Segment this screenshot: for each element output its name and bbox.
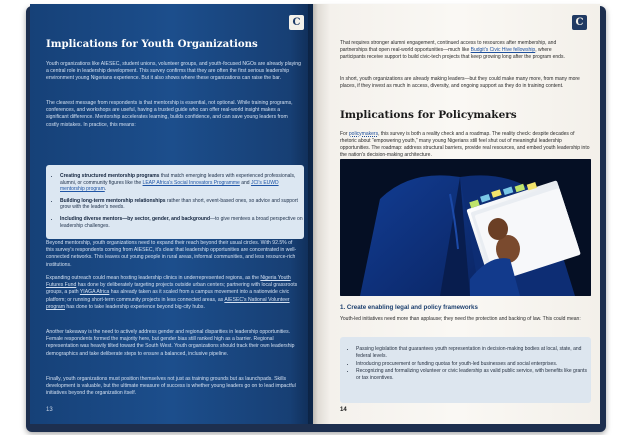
left-mentorship-paragraph: The clearest message from respondents is that mentorship is essential, not optional. While training programs, conferences, and workshops are useful, having a trusted guide who can offer real-world insight makes a significant difference. Mentorship accelerates learning, builds confidence, and can save young leaders from costly mistakes. In practice, this means: [46, 100, 293, 128]
policy-list-item: • Introducing procurement or funding quotas for youth-led businesses and social enterprises. [356, 361, 591, 368]
left-expansion-paragraph: Expanding outreach could mean hosting leadership clinics in underrepresented regions, as the Nigeria Youth Futures Fund has done by deliberately targeting projects outside urban centers; partnering with local grassroots groups, a path YIAGA Africa has already taken as it scaled from a campus movement into a nationwide civic platform; or running short-term community projects in less connected areas, as AIESEC's National Volunteer program has done to take leadership experience beyond big-city hubs. [46, 275, 298, 310]
leap-africa-link[interactable]: LEAP Africa's Social Innovators Programme [142, 179, 240, 186]
left-final-paragraph: Finally, youth organizations must position themselves not just as training grounds but as launchpads. Skills development is valuable, but the ultimate measure of success is whether young leaders go on to lead impactful initiatives beyond the organization itself. [46, 376, 296, 397]
jci-program-link[interactable]: JCI's EUWD mentorship program [60, 179, 279, 193]
right-heading-block [340, 109, 590, 121]
page-number-right: 14 [340, 407, 347, 413]
policy-list-item: • Passing legislation that guarantees youth representation in decision-making bodies at local, state, and federal levels. [356, 346, 591, 360]
left-page [30, 4, 313, 424]
youth-futures-fund-link[interactable]: Nigeria Youth Futures Fund [46, 275, 291, 289]
callout-item: • Including diverse mentors—by sector, gender, and background—to give mentees a broad perspective on leadership challenges. [60, 216, 304, 229]
yiaga-africa-link[interactable]: YIAGA Africa [79, 289, 110, 296]
left-heading-block [46, 38, 301, 50]
book-gutter [308, 4, 318, 424]
left-outreach-paragraph: Beyond mentorship, youth organizations need to expand their reach beyond their usual circles. With 92.5% of this survey's respondents coming from AIESEC, it's clear that leadership opportunities are concentrated in well-connected networks. This leaves out young people in rural areas, informal communities, and less resource-rich institutions. [46, 240, 297, 268]
policy-documents-photo [340, 159, 591, 296]
subheading-legal-frameworks: 1. Create enabling legal and policy frameworks [340, 304, 478, 311]
policy-recommendations-box [340, 337, 591, 403]
policymakers-link[interactable]: policymakers [348, 131, 379, 137]
right-subsection-paragraph: Youth-led initiatives need more than applause; they need the protection and backing of law. This could mean: [340, 316, 581, 322]
page-number-left: 13 [46, 407, 53, 413]
page-heading-youth-organizations: Implications for Youth Organizations [46, 38, 258, 50]
logo-icon: C [572, 15, 587, 30]
policy-list-item: • Recognizing and formalizing volunteer or civic leadership as valid public service, with benefits like grants or tax incentives. [356, 368, 591, 382]
callout-item: • Creating structured mentorship programs that match emerging leaders with experienced professionals, alumni, or community figures like the LEAP Africa's Social Innovators Programme and JCI's EUWD mentorship program. [60, 173, 304, 193]
logo-icon: C [289, 15, 304, 30]
right-subsection-heading [340, 304, 590, 311]
right-top-paragraph: That requires stronger alumni engagement, continued access to resources after membership, and partnerships that open real-world opportunities—much like Budgit's Civic Hive fellowship, where participants receive support to build civic-tech projects that keep growing long after the program ends. [340, 40, 565, 60]
right-short-paragraph: In short, youth organizations are already making leaders—but they could make many more, from many more places, if they invest as much in access, diversity, and ongoing support as they do in training content. [340, 76, 580, 89]
page-heading-policymakers: Implications for Policymakers [340, 109, 517, 121]
left-gender-paragraph: Another takeaway is the need to actively address gender and regional disparities in leadership opportunities. Female respondents formed the majority here, but gender bias still ranked high as a barrier. Regional representation was heavily tilted toward the South West. Youth organizations should track their own leadership demographics and take deliberate steps to ensure a balanced, inclusive pipeline. [46, 329, 295, 357]
right-page [313, 4, 600, 424]
right-intro-paragraph: For policymakers, this survey is both a reality check and a roadmap. The reality check: despite decades of rhetoric about “empowering youth,” many young Nigerians still feel shut out of meaningful leadership opportunities. The roadmap: address structural barriers, provide real resources, and embed youth leadership into the nation's decision-making architecture. [340, 131, 590, 158]
callout-item: • Building long-term mentorship relationships rather than short, event-based ones, so advice and support grow with the leader's needs. [60, 198, 304, 211]
mentorship-callout-box [46, 165, 304, 239]
aiesec-volunteer-link[interactable]: AIESEC's National Volunteer program [46, 296, 290, 310]
left-intro-paragraph: Youth organizations like AIESEC, student unions, volunteer groups, and youth-focused NGOs are already playing a central role in leadership development. This survey confirms that they are often the first serious leadership environment young Nigerians experience. But it also shows where these organizations can raise the bar. [46, 61, 301, 82]
civic-hive-link[interactable]: Budgit's Civic Hive fellowship [470, 47, 536, 53]
